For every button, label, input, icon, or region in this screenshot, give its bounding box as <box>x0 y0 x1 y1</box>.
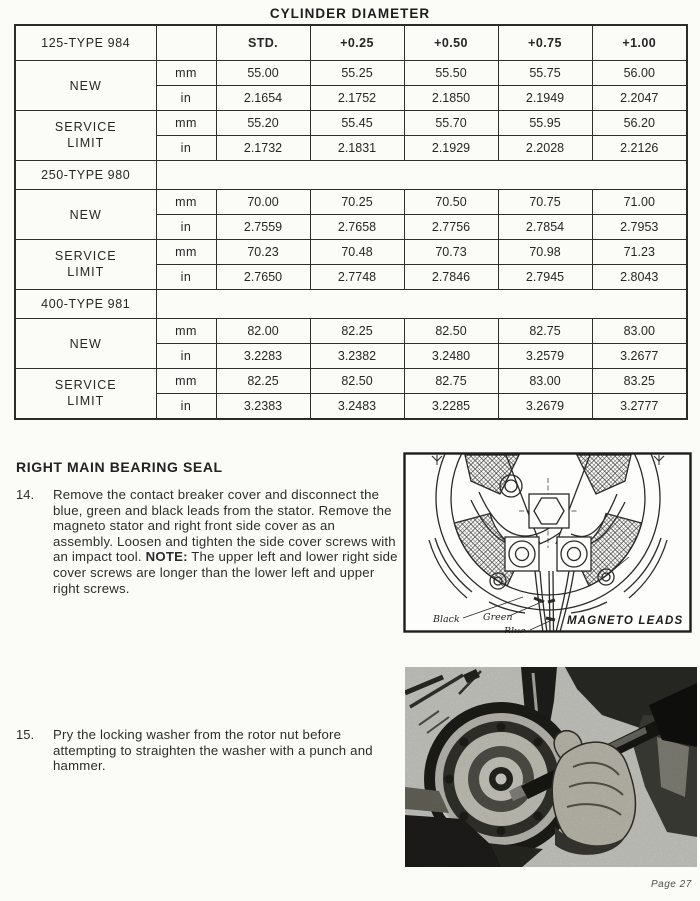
col-header: +0.25 <box>310 25 404 61</box>
unit-cell: in <box>156 136 216 161</box>
table-row <box>15 240 687 265</box>
value-cell: 2.1949 <box>498 86 592 111</box>
value-cell: 3.2480 <box>404 344 498 369</box>
unit-cell: mm <box>156 319 216 344</box>
value-cell: 2.7854 <box>498 215 592 240</box>
wire-label-black: Black <box>433 614 460 625</box>
cylinder-diameter-table <box>14 24 688 420</box>
value-cell: 3.2483 <box>310 394 404 420</box>
value-cell: 55.75 <box>498 61 592 86</box>
value-cell: 55.25 <box>310 61 404 86</box>
step-text <box>53 487 398 596</box>
value-cell: 82.50 <box>404 319 498 344</box>
step-number: 15. <box>16 727 35 742</box>
value-cell: 55.70 <box>404 111 498 136</box>
value-cell: 3.2579 <box>498 344 592 369</box>
value-cell: 2.1654 <box>216 86 310 111</box>
blank-cell <box>156 290 687 319</box>
figure-caption: MAGNETO LEADS <box>567 615 684 627</box>
magneto-leads-figure <box>403 452 692 633</box>
value-cell: 71.23 <box>592 240 687 265</box>
value-cell: 2.1929 <box>404 136 498 161</box>
page-number: Page 27 <box>651 879 692 890</box>
value-cell: 2.2126 <box>592 136 687 161</box>
value-cell: 83.25 <box>592 369 687 394</box>
value-cell: 70.98 <box>498 240 592 265</box>
row-label-cell: SERVICE LIMIT <box>15 240 156 290</box>
value-cell: 2.7658 <box>310 215 404 240</box>
row-label-cell: SERVICE LIMIT <box>15 111 156 161</box>
unit-cell: mm <box>156 61 216 86</box>
model-cell: 125-TYPE 984 <box>15 25 156 61</box>
value-cell: 2.7846 <box>404 265 498 290</box>
figure-border <box>405 454 691 632</box>
step-15 <box>16 727 398 774</box>
value-cell: 2.1732 <box>216 136 310 161</box>
value-cell: 82.75 <box>498 319 592 344</box>
table-row <box>15 290 687 319</box>
step-14 <box>16 487 398 596</box>
col-header: +1.00 <box>592 25 687 61</box>
table-row <box>15 319 687 344</box>
value-cell: 55.00 <box>216 61 310 86</box>
unit-cell: in <box>156 394 216 420</box>
col-header: STD. <box>216 25 310 61</box>
row-label-cell: SERVICE LIMIT <box>15 369 156 420</box>
table-row <box>15 161 687 190</box>
value-cell: 2.7650 <box>216 265 310 290</box>
col-header: +0.75 <box>498 25 592 61</box>
unit-cell: in <box>156 86 216 111</box>
value-cell: 70.23 <box>216 240 310 265</box>
section-heading: RIGHT MAIN BEARING SEAL <box>16 459 223 475</box>
unit-cell: mm <box>156 111 216 136</box>
value-cell: 2.1831 <box>310 136 404 161</box>
value-cell: 2.7945 <box>498 265 592 290</box>
value-cell: 3.2382 <box>310 344 404 369</box>
value-cell: 3.2777 <box>592 394 687 420</box>
value-cell: 55.50 <box>404 61 498 86</box>
value-cell: 2.7953 <box>592 215 687 240</box>
row-label-cell: NEW <box>15 190 156 240</box>
value-cell: 71.00 <box>592 190 687 215</box>
model-cell: 250-TYPE 980 <box>15 161 156 190</box>
value-cell: 3.2285 <box>404 394 498 420</box>
unit-cell: in <box>156 344 216 369</box>
unit-cell: mm <box>156 369 216 394</box>
unit-cell: mm <box>156 240 216 265</box>
row-label-cell: NEW <box>15 319 156 369</box>
value-cell: 55.20 <box>216 111 310 136</box>
table-row <box>15 61 687 86</box>
unit-cell: in <box>156 265 216 290</box>
value-cell: 3.2383 <box>216 394 310 420</box>
value-cell: 2.2028 <box>498 136 592 161</box>
value-cell: 70.73 <box>404 240 498 265</box>
value-cell: 55.45 <box>310 111 404 136</box>
unit-cell: in <box>156 215 216 240</box>
value-cell: 82.25 <box>310 319 404 344</box>
step-14-body: Remove the contact breaker cover and disconnect the blue, green and black leads from the stator. Remove the magneto stator and right front side cover as an assembly. Loosen and tighten the side cover screws with an impact tool. <box>53 487 396 565</box>
wire-label-blue: Blue <box>504 626 526 633</box>
value-cell: 3.2679 <box>498 394 592 420</box>
value-cell: 82.75 <box>404 369 498 394</box>
value-cell: 2.1752 <box>310 86 404 111</box>
value-cell: 82.25 <box>216 369 310 394</box>
value-cell: 83.00 <box>498 369 592 394</box>
table-row <box>15 190 687 215</box>
value-cell: 2.2047 <box>592 86 687 111</box>
col-header: +0.50 <box>404 25 498 61</box>
table-title: CYLINDER DIAMETER <box>269 6 431 21</box>
blank-cell <box>156 161 687 190</box>
value-cell: 2.7756 <box>404 215 498 240</box>
value-cell: 82.00 <box>216 319 310 344</box>
value-cell: 2.7559 <box>216 215 310 240</box>
value-cell: 2.8043 <box>592 265 687 290</box>
value-cell: 70.00 <box>216 190 310 215</box>
value-cell: 83.00 <box>592 319 687 344</box>
value-cell: 70.50 <box>404 190 498 215</box>
model-cell: 400-TYPE 981 <box>15 290 156 319</box>
table-row <box>15 369 687 394</box>
value-cell: 70.75 <box>498 190 592 215</box>
row-label-cell: NEW <box>15 61 156 111</box>
note-label: NOTE: <box>145 549 188 565</box>
value-cell: 70.25 <box>310 190 404 215</box>
value-cell: 70.48 <box>310 240 404 265</box>
value-cell: 82.50 <box>310 369 404 394</box>
value-cell: 56.00 <box>592 61 687 86</box>
wire-label-green: Green <box>483 612 513 623</box>
rotor-photo <box>405 667 697 867</box>
unit-cell: mm <box>156 190 216 215</box>
step-text: Pry the locking washer from the rotor nut before attempting to straighten the washer with a punch and hammer. <box>53 727 373 774</box>
value-cell: 2.1850 <box>404 86 498 111</box>
value-cell: 3.2677 <box>592 344 687 369</box>
blank-cell <box>156 25 216 61</box>
photo-content <box>405 667 697 867</box>
table-row <box>15 25 687 61</box>
table-row <box>15 111 687 136</box>
note-text: The upper left and lower right side cover screws are longer than the lower left and upper right screws. <box>53 549 398 596</box>
step-number: 14. <box>16 487 35 502</box>
value-cell: 56.20 <box>592 111 687 136</box>
value-cell: 55.95 <box>498 111 592 136</box>
value-cell: 3.2283 <box>216 344 310 369</box>
value-cell: 2.7748 <box>310 265 404 290</box>
